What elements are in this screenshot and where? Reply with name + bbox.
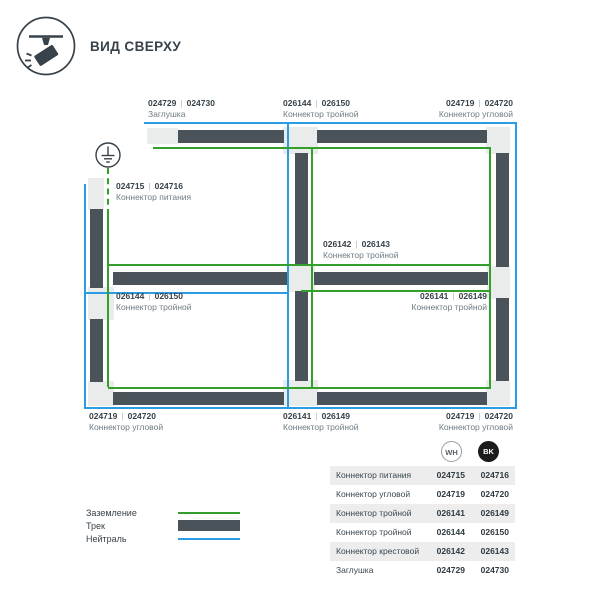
connector-block-power-left [88, 178, 104, 210]
legend-swatch-ground-line [178, 512, 240, 514]
part-label-endcap-top: 024729 | 024730 Заглушка [148, 98, 215, 119]
track-segment [90, 319, 103, 382]
color-wh-badge: WH [441, 441, 462, 462]
track-segment [113, 392, 284, 405]
part-label-center-cross: 026142 | 026143 Коннектор тройной [323, 239, 399, 260]
legend-label-neutral: Нейтраль [86, 534, 127, 544]
track-segment [496, 298, 509, 381]
ground-line-bottom [108, 387, 491, 389]
legend-swatch-track-bar [178, 520, 240, 531]
earth-ground-icon [95, 142, 121, 173]
track-segment [314, 272, 488, 285]
track-segment [178, 130, 284, 143]
parts-table-rows [330, 466, 515, 580]
top-view-spotlight-icon [15, 15, 77, 77]
legend-swatch-neutral-line [178, 538, 240, 540]
connector-block-endcap-top [147, 128, 178, 144]
part-label-power: 024715 | 024716 Коннектор питания [116, 181, 192, 202]
track-segment [317, 130, 487, 143]
part-label-corner-topright: 024719 | 024720 Коннектор угловой [438, 98, 513, 119]
neutral-line-bottom [84, 407, 517, 409]
table-row: Коннектор угловой 024719 024720 [336, 489, 509, 499]
ground-line-top [153, 147, 491, 149]
table-row: Коннектор питания 024715 024716 [330, 466, 515, 485]
part-label-t-bottom: 026141 | 026149 Коннектор тройной [283, 411, 359, 432]
track-segment [295, 291, 308, 381]
neutral-line-right [515, 122, 517, 409]
track-segment [317, 392, 487, 405]
ground-line-right [489, 147, 491, 389]
ground-line-center-horizontal-upper [108, 264, 491, 266]
table-row: Коннектор тройной 026141 026149 [330, 504, 515, 523]
color-bk-badge: BK [478, 441, 499, 462]
page-title: ВИД СВЕРХУ [90, 39, 182, 54]
part-label-t-top: 026144 | 026150 Коннектор тройной [283, 98, 359, 119]
ground-line-left-dashed [107, 168, 109, 215]
part-label-t-left: 026144 | 026150 Коннектор тройной [116, 291, 192, 312]
table-row: Коннектор крестовой 026142 026143 [330, 542, 515, 561]
track-segment [496, 153, 509, 267]
ground-line-center-vertical [311, 147, 313, 387]
ground-line-left [107, 215, 109, 387]
part-label-corner-bottomright: 024719 | 024720 Коннектор угловой [438, 411, 513, 432]
legend-label-track: Трек [86, 521, 105, 531]
track-segment [113, 272, 288, 285]
part-label-t-right: 026141 | 026149 Коннектор тройной [411, 291, 487, 312]
table-row: Заглушка 024729 024730 [336, 565, 509, 575]
legend-label-ground: Заземление [86, 508, 137, 518]
part-label-corner-bottomleft: 024719 | 024720 Коннектор угловой [89, 411, 164, 432]
neutral-line-left [84, 184, 86, 409]
connector-block-corner-bottomleft [88, 381, 114, 406]
table-row: Коннектор тройной 026144 026150 [336, 527, 509, 537]
track-segment [295, 153, 308, 266]
neutral-line-top [144, 122, 517, 124]
track-segment [90, 209, 103, 288]
